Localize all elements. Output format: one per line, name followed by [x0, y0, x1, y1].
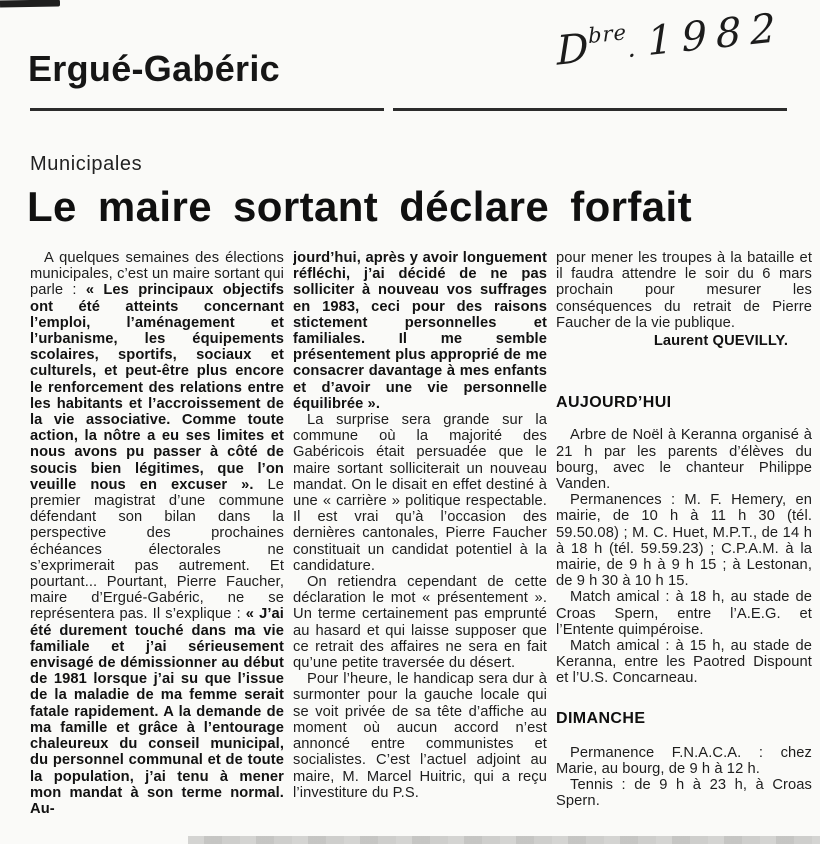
kicker: Municipales — [30, 153, 143, 175]
agenda-item: Permanence F.N.A.C.A. : chez Marie, au bourg, de 9 h à 12 h. — [556, 744, 812, 778]
handwritten-date-year: 1982 — [646, 4, 786, 66]
article-paragraph: On retiendra cependant de cette déclaration le mot « présentement ». Un terme certainement pas emprunté au hasard et qui laisse supposer que ce retrait des affaires ne sera en fait qu’une petite traversée du désert. — [293, 574, 547, 672]
handwritten-date — [556, 3, 796, 74]
article-text-middle: Le premier magistrat d’une commune défendant son bilan dans la perspective des prochaines échéances électorales ne s’exprimerait pas autrement. Et pourtant... Pourtant, Pierre Faucher, maire d’Ergué-Gabéric, ne se représentera pas. Il s’explique : — [30, 476, 284, 623]
header-divider-right — [393, 108, 787, 111]
article-column-2 — [293, 250, 547, 832]
article-column-1 — [30, 250, 284, 832]
agenda-item: Match amical : à 18 h, au stade de Croas Spern, entre l’A.E.G. et l’Entente quimpéroise. — [556, 589, 812, 638]
section-title: Ergué-Gabéric — [28, 48, 280, 89]
handwritten-date-separator: . — [626, 33, 637, 65]
article-column-3 — [556, 250, 812, 832]
article-quote-continuation: jourd’hui, après y avoir longuement réfléchi, j’ai décidé de ne pas solliciter à nouveau vos suffrages en 1983, ceci pour des raisons stictement personnelles et familiales. Il me semble présentement plus approprié de me consacrer davantage à mes enfants et d’avoir une vie personnelle équilibrée ». — [293, 250, 547, 412]
byline: Laurent QUEVILLY. — [653, 333, 788, 350]
scan-artifact-top-left — [0, 0, 60, 8]
handwritten-date-superscript: bre — [587, 19, 628, 48]
article-paragraph: La surprise sera grande sur la commune où la majorité des Gabéricois était persuadée que le maire sortant solliciterait un nouveau mandat. On le disait en effet destiné à une « carrière » politique respectable. Il est vrai qu’à l’occasion des dernières cantonales, Pierre Faucher constituait un candidat potentiel à la candidature. — [293, 412, 547, 574]
agenda-heading-sunday: DIMANCHE — [556, 709, 646, 727]
handwritten-date-prefix: D — [555, 25, 590, 75]
article-paragraph: pour mener les troupes à la bataille et il faudra attendre le soir du 6 mars prochain pour mesurer les conséquences du retrait de Pierre Faucher de la vie publique. — [556, 250, 812, 331]
article-text-intro: A quelques semaines des élections municipales, c’est un maire sortant qui parle : — [30, 250, 284, 299]
article-quote-1: « Les principaux objectifs ont été atteints concernant l’emploi, l’aménagement et l’urbanisme, les équipements scolaires, sportifs, sociaux et culturels, et peut-être plus encore le renforcement des relations entre les habitants et l’accroissement de la vie associative. Comme toute action, la nôtre a eu ses limites et nous avons pu passer à côté de soucis bien légitimes, que l’on veuille nous en excuser ». — [30, 282, 284, 493]
agenda-heading-today: AUJOURD’HUI — [556, 394, 672, 412]
headline: Le maire sortant déclare forfait — [27, 183, 692, 230]
agenda-item: Arbre de Noël à Keranna organisé à 21 h par les parents d’élèves du bourg, avec le chanteur Philippe Vanden. — [556, 427, 812, 493]
agenda-item: Permanences : M. F. Hemery, en mairie, de 10 h à 11 h 30 (tél. 59.50.08) ; M. C. Huet, M.P.T., de 14 h à 18 h (tél. 59.59.23) ; C.P.A.M. à la mairie, de 9 h à 9 h 15 ; à Lestonan, de 9 h 30 à 10 h 15. — [556, 492, 812, 590]
agenda-item: Tennis : de 9 h à 23 h, à Croas Spern. — [556, 777, 812, 810]
header-divider-left — [30, 108, 384, 111]
article-paragraph — [30, 250, 284, 817]
agenda-item: Match amical : à 15 h, au stade de Keranna, entre les Paotred Dispount et l’U.S. Concarneau. — [556, 638, 812, 687]
article-paragraph: Pour l’heure, le handicap sera dur à surmonter pour la gauche locale qui se voit privée de sa tête d’affiche au moment où aucun accord n’est annoncé entre communistes et socialistes. C’est l’actuel adjoint au maire, M. Marcel Huitric, qui a reçu l’investiture du P.S. — [293, 671, 547, 801]
article-quote-2: « J’ai été durement touché dans ma vie familiale et j’ai sérieusement envisagé de démissionner au début de 1981 lorsque j’ai su que l’issue de la maladie de ma femme serait fatale rapidement. A la demande de ma famille et grâce à l’entourage chaleureux du conseil municipal, du personnel communal et de toute la population, j’ai tenu à mener mon mandat à son terme normal. Au- — [30, 606, 284, 817]
scan-artifact-bottom — [188, 836, 820, 844]
